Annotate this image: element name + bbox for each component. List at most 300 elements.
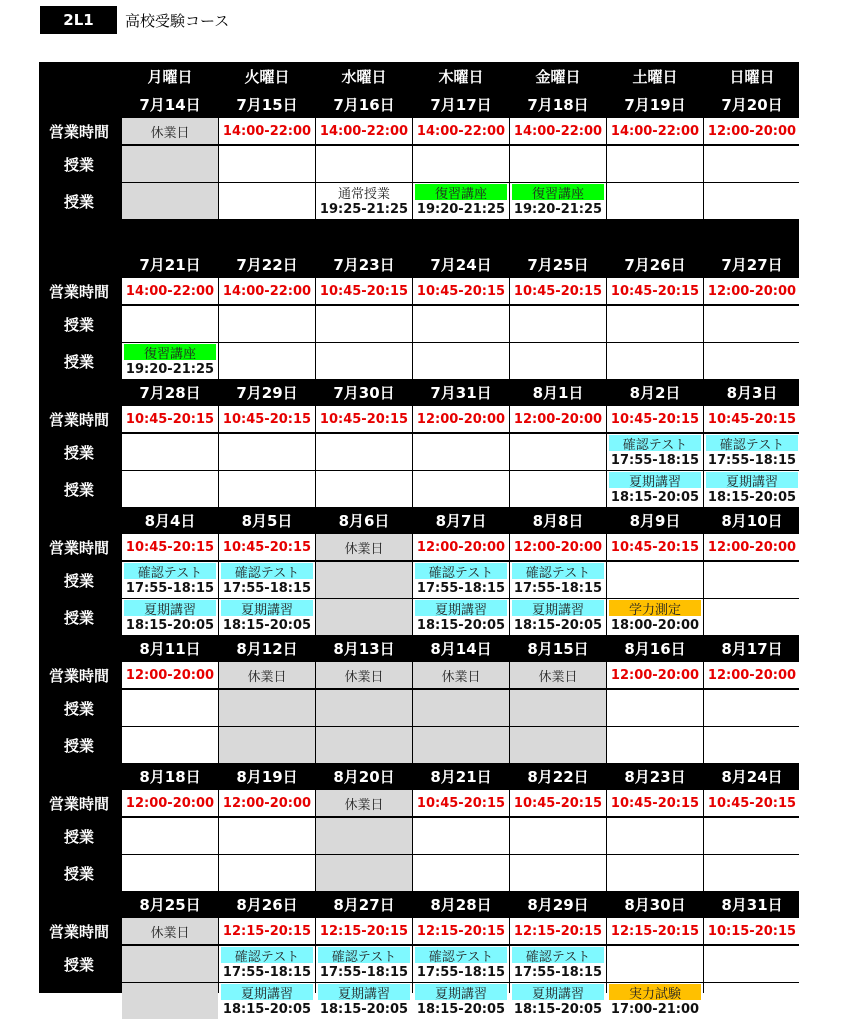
date-header: 8月18日 [139, 767, 201, 786]
class-cell [704, 146, 800, 182]
date-header: 8月16日 [624, 639, 686, 658]
class-cell [122, 727, 218, 763]
class-cell [413, 983, 509, 1019]
class-cell [510, 946, 606, 982]
class-cell [704, 183, 800, 219]
date-header: 7月27日 [721, 255, 783, 274]
class-cell [510, 855, 606, 891]
hours-cell [122, 278, 218, 304]
class-cell [704, 727, 800, 763]
class-cell [219, 146, 315, 182]
closed-class-cell [413, 690, 509, 726]
closed-day-cell [316, 662, 412, 688]
business-hours: 10:15-20:15 [707, 923, 797, 939]
date-header: 8月2日 [629, 383, 681, 402]
class-name-badge: 確認テスト [415, 563, 507, 579]
class-cell [413, 855, 509, 891]
hours-cell [704, 918, 800, 944]
date-header: 8月25日 [139, 895, 201, 914]
class-cell [122, 434, 218, 470]
date-header: 8月26日 [236, 895, 298, 914]
class-cell [704, 855, 800, 891]
date-header: 7月26日 [624, 255, 686, 274]
business-hours: 14:00-22:00 [319, 123, 409, 139]
business-hours: 12:00-20:00 [125, 795, 215, 811]
class-cell [510, 562, 606, 598]
closed-day-label: 休業日 [344, 541, 384, 557]
hours-cell [122, 534, 218, 560]
hours-cell [607, 790, 703, 816]
class-cell [219, 818, 315, 854]
class-cell [607, 434, 703, 470]
class-name-badge: 確認テスト [415, 947, 507, 963]
class-name-badge: 夏期講習 [415, 984, 507, 1000]
course-title: 高校受験コース [125, 11, 230, 30]
class-time: 17:00-21:00 [610, 1002, 700, 1017]
class-cell [704, 306, 800, 342]
class-cell [316, 471, 412, 507]
class-cell [607, 183, 703, 219]
business-hours: 12:15-20:15 [319, 923, 409, 939]
class-time: 17:55-18:15 [513, 965, 603, 980]
class-cell [316, 946, 412, 982]
hours-cell [219, 118, 315, 144]
class-name-badge: 復習講座 [512, 184, 604, 200]
closed-class-cell [122, 146, 218, 182]
class-cell [413, 818, 509, 854]
class-time: 19:25-21:25 [319, 202, 409, 217]
row-label-hours: 営業時間 [48, 282, 109, 301]
closed-day-cell [316, 534, 412, 560]
business-hours: 10:45-20:15 [513, 795, 603, 811]
date-header: 8月22日 [527, 767, 589, 786]
class-time: 17:55-18:15 [416, 965, 506, 980]
date-header: 7月28日 [139, 383, 201, 402]
hours-cell [704, 534, 800, 560]
closed-class-cell [122, 983, 218, 1019]
row-label-class: 授業 [63, 608, 94, 627]
date-header: 8月29日 [527, 895, 589, 914]
hours-cell [122, 406, 218, 432]
row-label-class: 授業 [63, 480, 94, 499]
class-cell [510, 306, 606, 342]
hours-cell [704, 790, 800, 816]
class-cell [316, 183, 412, 219]
business-hours: 10:45-20:15 [222, 411, 312, 427]
class-cell [704, 471, 800, 507]
class-time: 18:15-20:05 [222, 618, 312, 633]
hours-cell [704, 662, 800, 688]
date-header: 8月13日 [333, 639, 395, 658]
class-cell [510, 183, 606, 219]
row-label-class: 授業 [63, 992, 94, 1011]
class-time: 17:55-18:15 [610, 453, 700, 468]
class-name-badge: 確認テスト [221, 947, 313, 963]
class-cell [122, 690, 218, 726]
row-label-class: 授業 [63, 352, 94, 371]
business-hours: 10:45-20:15 [610, 539, 700, 555]
class-cell [510, 343, 606, 379]
class-cell [219, 946, 315, 982]
row-label-class: 授業 [63, 955, 94, 974]
class-cell [122, 855, 218, 891]
row-label-hours: 営業時間 [48, 666, 109, 685]
class-cell [607, 818, 703, 854]
class-cell [122, 599, 218, 635]
closed-class-cell [316, 855, 412, 891]
business-hours: 12:15-20:15 [610, 923, 700, 939]
hours-cell [219, 406, 315, 432]
date-header: 8月27日 [333, 895, 395, 914]
closed-day-cell [122, 118, 218, 144]
class-cell [122, 471, 218, 507]
class-cell [413, 599, 509, 635]
closed-class-cell [316, 818, 412, 854]
class-time: 18:15-20:05 [319, 1002, 409, 1017]
hours-cell [219, 534, 315, 560]
weekday-header: 火曜日 [244, 67, 290, 86]
class-time: 17:55-18:15 [416, 581, 506, 596]
class-cell [413, 434, 509, 470]
closed-class-cell [413, 727, 509, 763]
class-cell [122, 306, 218, 342]
closed-class-cell [219, 690, 315, 726]
business-hours: 12:00-20:00 [513, 411, 603, 427]
date-header: 8月24日 [721, 767, 783, 786]
row-label-hours: 営業時間 [48, 122, 109, 141]
business-hours: 14:00-22:00 [222, 123, 312, 139]
class-time: 18:15-20:05 [125, 618, 215, 633]
date-header: 8月1日 [532, 383, 584, 402]
closed-class-cell [122, 946, 218, 982]
date-header: 8月10日 [721, 511, 783, 530]
class-cell [316, 434, 412, 470]
date-header: 8月5日 [241, 511, 293, 530]
closed-class-cell [316, 599, 412, 635]
class-cell [219, 983, 315, 1019]
date-header: 8月19日 [236, 767, 298, 786]
class-name-badge: 通常授業 [337, 186, 390, 202]
date-header: 7月17日 [430, 95, 492, 114]
hours-cell [316, 278, 412, 304]
business-hours: 10:45-20:15 [319, 283, 409, 299]
date-header: 8月14日 [430, 639, 492, 658]
business-hours: 14:00-22:00 [610, 123, 700, 139]
hours-cell [510, 790, 606, 816]
date-header: 8月30日 [624, 895, 686, 914]
class-name-badge: 確認テスト [512, 947, 604, 963]
closed-class-cell [316, 727, 412, 763]
hours-cell [122, 662, 218, 688]
class-time: 18:15-20:05 [222, 1002, 312, 1017]
class-cell [316, 306, 412, 342]
class-time: 18:15-20:05 [513, 1002, 603, 1017]
hours-cell [704, 118, 800, 144]
class-name-badge: 夏期講習 [124, 600, 216, 616]
business-hours: 14:00-22:00 [222, 283, 312, 299]
class-cell [607, 855, 703, 891]
class-time: 18:00-20:00 [610, 618, 700, 633]
hours-cell [316, 118, 412, 144]
hours-cell [607, 534, 703, 560]
schedule-grid [39, 62, 799, 1017]
class-time: 18:15-20:05 [416, 1002, 506, 1017]
closed-day-cell [316, 790, 412, 816]
class-cell [413, 343, 509, 379]
hours-cell [510, 406, 606, 432]
business-hours: 10:45-20:15 [125, 411, 215, 427]
date-header: 7月24日 [430, 255, 492, 274]
business-hours: 10:45-20:15 [222, 539, 312, 555]
date-header: 8月11日 [139, 639, 201, 658]
weekday-header: 木曜日 [438, 67, 484, 86]
closed-day-label: 休業日 [344, 797, 384, 813]
hours-cell [316, 918, 412, 944]
class-name-badge: 夏期講習 [609, 472, 701, 488]
date-header: 7月23日 [333, 255, 395, 274]
class-cell [219, 855, 315, 891]
class-cell [122, 343, 218, 379]
class-cell [607, 946, 703, 982]
business-hours: 12:00-20:00 [610, 667, 700, 683]
business-hours: 12:00-20:00 [125, 667, 215, 683]
business-hours: 14:00-22:00 [513, 123, 603, 139]
business-hours: 14:00-22:00 [416, 123, 506, 139]
business-hours: 10:45-20:15 [610, 283, 700, 299]
closed-day-cell [219, 662, 315, 688]
date-header: 7月16日 [333, 95, 395, 114]
class-cell [510, 146, 606, 182]
row-label-class: 授業 [63, 192, 94, 211]
class-cell [219, 306, 315, 342]
hours-cell [607, 118, 703, 144]
course-header [40, 6, 229, 34]
class-name-badge: 学力測定 [609, 600, 701, 616]
class-cell [704, 946, 800, 982]
class-time: 19:20-21:25 [125, 362, 215, 377]
class-time: 17:55-18:15 [125, 581, 215, 596]
closed-class-cell [316, 562, 412, 598]
hours-cell [607, 406, 703, 432]
class-cell [704, 343, 800, 379]
class-name-badge: 確認テスト [221, 563, 313, 579]
class-name-badge: 夏期講習 [512, 984, 604, 1000]
hours-cell [510, 278, 606, 304]
class-cell [704, 818, 800, 854]
row-label-hours: 営業時間 [48, 794, 109, 813]
business-hours: 12:15-20:15 [513, 923, 603, 939]
class-cell [607, 306, 703, 342]
date-header: 8月28日 [430, 895, 492, 914]
date-header: 8月20日 [333, 767, 395, 786]
date-header: 8月9日 [629, 511, 681, 530]
class-time: 17:55-18:15 [222, 965, 312, 980]
closed-class-cell [316, 690, 412, 726]
hours-cell [413, 534, 509, 560]
class-cell [413, 946, 509, 982]
row-label-class: 授業 [63, 827, 94, 846]
class-cell [219, 343, 315, 379]
class-name-badge: 実力試験 [609, 984, 701, 1000]
row-label-class: 授業 [63, 155, 94, 174]
business-hours: 12:00-20:00 [416, 539, 506, 555]
class-name-badge: 確認テスト [706, 435, 798, 451]
class-cell [219, 183, 315, 219]
weekday-header: 月曜日 [147, 67, 193, 86]
hours-cell [122, 790, 218, 816]
weekday-header: 金曜日 [535, 67, 581, 86]
business-hours: 10:45-20:15 [513, 283, 603, 299]
business-hours: 12:00-20:00 [707, 123, 797, 139]
class-time: 17:55-18:15 [222, 581, 312, 596]
class-cell [607, 471, 703, 507]
hours-cell [413, 278, 509, 304]
hours-cell [607, 918, 703, 944]
class-name-badge: 夏期講習 [221, 984, 313, 1000]
class-cell [413, 183, 509, 219]
hours-cell [219, 790, 315, 816]
hours-cell [413, 118, 509, 144]
closed-day-cell [510, 662, 606, 688]
class-time: 19:20-21:25 [416, 202, 506, 217]
class-cell [413, 562, 509, 598]
hours-cell [704, 406, 800, 432]
class-cell [607, 343, 703, 379]
class-name-badge: 確認テスト [124, 563, 216, 579]
class-cell [316, 146, 412, 182]
business-hours: 14:00-22:00 [125, 283, 215, 299]
closed-class-cell [219, 727, 315, 763]
business-hours: 10:45-20:15 [125, 539, 215, 555]
class-cell [510, 983, 606, 1019]
class-cell [413, 306, 509, 342]
class-cell [607, 983, 703, 1019]
hours-cell [510, 118, 606, 144]
business-hours: 10:45-20:15 [416, 795, 506, 811]
class-cell [510, 599, 606, 635]
class-cell [607, 599, 703, 635]
date-header: 7月19日 [624, 95, 686, 114]
business-hours: 12:15-20:15 [222, 923, 312, 939]
date-header: 8月12日 [236, 639, 298, 658]
closed-day-label: 休業日 [441, 669, 481, 685]
class-time: 17:55-18:15 [707, 453, 797, 468]
class-cell [704, 599, 800, 635]
class-cell [510, 434, 606, 470]
class-cell [607, 690, 703, 726]
date-header: 7月29日 [236, 383, 298, 402]
row-label-hours: 営業時間 [48, 538, 109, 557]
class-cell [510, 818, 606, 854]
class-name-badge: 夏期講習 [512, 600, 604, 616]
row-label-class: 授業 [63, 315, 94, 334]
date-header: 8月4日 [144, 511, 196, 530]
date-header: 8月17日 [721, 639, 783, 658]
hours-cell [413, 406, 509, 432]
closed-day-label: 休業日 [344, 669, 384, 685]
business-hours: 10:45-20:15 [707, 795, 797, 811]
date-header: 7月14日 [139, 95, 201, 114]
closed-day-cell [122, 918, 218, 944]
date-header: 8月6日 [338, 511, 390, 530]
class-time: 17:55-18:15 [319, 965, 409, 980]
hours-cell [510, 534, 606, 560]
class-name-badge: 復習講座 [415, 184, 507, 200]
course-code: 2L1 [40, 6, 117, 34]
date-header: 7月25日 [527, 255, 589, 274]
date-header: 7月22日 [236, 255, 298, 274]
row-label-class: 授業 [63, 736, 94, 755]
hours-cell [704, 278, 800, 304]
class-name-badge: 夏期講習 [221, 600, 313, 616]
date-header: 8月23日 [624, 767, 686, 786]
date-header: 7月31日 [430, 383, 492, 402]
business-hours: 12:00-20:00 [416, 411, 506, 427]
business-hours: 10:45-20:15 [610, 411, 700, 427]
class-cell [607, 727, 703, 763]
class-time: 19:20-21:25 [513, 202, 603, 217]
business-hours: 12:15-20:15 [416, 923, 506, 939]
closed-class-cell [510, 727, 606, 763]
class-name-badge: 夏期講習 [415, 600, 507, 616]
class-time: 18:15-20:05 [513, 618, 603, 633]
business-hours: 10:45-20:15 [707, 411, 797, 427]
row-label-class: 授業 [63, 864, 94, 883]
class-time: 18:15-20:05 [610, 490, 700, 505]
hours-cell [316, 406, 412, 432]
closed-day-cell [413, 662, 509, 688]
class-cell [122, 562, 218, 598]
business-hours: 10:45-20:15 [416, 283, 506, 299]
class-cell [704, 983, 800, 1019]
hours-cell [607, 662, 703, 688]
date-header: 8月3日 [726, 383, 778, 402]
business-hours: 12:00-20:00 [222, 795, 312, 811]
class-cell [413, 471, 509, 507]
class-time: 17:55-18:15 [513, 581, 603, 596]
row-label-class: 授業 [63, 571, 94, 590]
closed-day-label: 休業日 [150, 125, 190, 141]
closed-class-cell [510, 690, 606, 726]
business-hours: 10:45-20:15 [610, 795, 700, 811]
date-header: 8月15日 [527, 639, 589, 658]
date-header: 8月7日 [435, 511, 487, 530]
business-hours: 12:00-20:00 [707, 283, 797, 299]
class-time: 18:15-20:05 [416, 618, 506, 633]
class-cell [704, 434, 800, 470]
row-label-class: 授業 [63, 443, 94, 462]
class-cell [510, 471, 606, 507]
date-header: 7月21日 [139, 255, 201, 274]
closed-day-label: 休業日 [247, 669, 287, 685]
row-label-hours: 営業時間 [48, 410, 109, 429]
class-name-badge: 復習講座 [124, 344, 216, 360]
hours-cell [219, 278, 315, 304]
class-cell [704, 690, 800, 726]
business-hours: 12:00-20:00 [707, 539, 797, 555]
class-name-badge: 確認テスト [318, 947, 410, 963]
hours-cell [607, 278, 703, 304]
date-header: 7月18日 [527, 95, 589, 114]
date-header: 7月15日 [236, 95, 298, 114]
class-name-badge: 確認テスト [609, 435, 701, 451]
business-hours: 10:45-20:15 [319, 411, 409, 427]
row-label-class: 授業 [63, 699, 94, 718]
class-name-badge: 夏期講習 [318, 984, 410, 1000]
class-cell [219, 434, 315, 470]
hours-cell [413, 790, 509, 816]
class-cell [219, 471, 315, 507]
